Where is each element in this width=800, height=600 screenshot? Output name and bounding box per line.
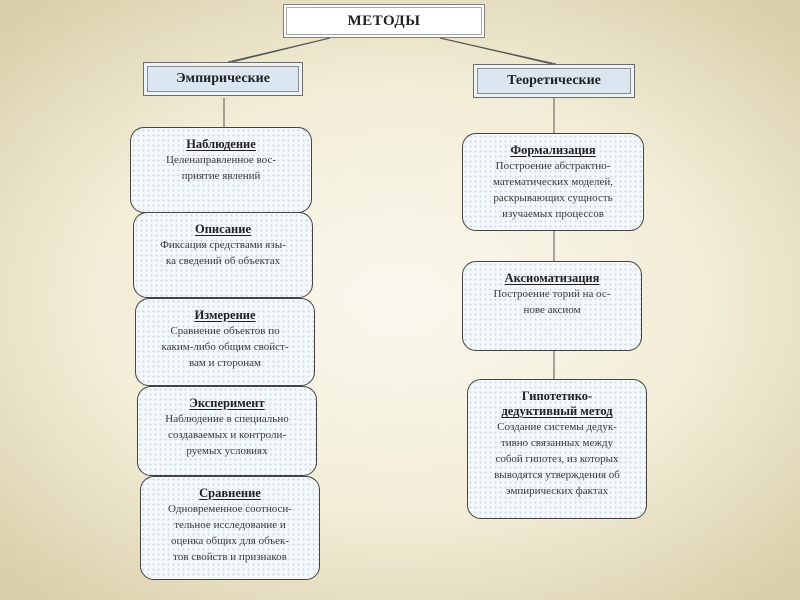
method-desc-line: каким-либо общим свойст- xyxy=(161,341,289,353)
method-title: Формализация xyxy=(510,143,596,157)
method-title: Описание xyxy=(194,222,252,236)
connector-title-theoretical-2 xyxy=(440,38,556,64)
method-desc-line: Сравнение объектов по xyxy=(170,325,280,337)
method-desc-line: эмпирических фактах xyxy=(505,485,609,497)
method-desc-line: приятие явлений xyxy=(181,170,261,182)
method-desc-line: Построение абстрактно- xyxy=(495,160,611,172)
method-desc-line: нове аксиом xyxy=(523,304,581,316)
method-desc-line: Построение торий на ос- xyxy=(493,288,611,300)
method-title: Эксперимент xyxy=(189,396,265,410)
method-title-line: дедуктивный метод xyxy=(501,404,613,418)
method-title: Аксиоматизация xyxy=(504,271,600,285)
method-title: Измерение xyxy=(194,308,256,322)
method-desc-line: Целенаправленное вос- xyxy=(166,154,276,166)
method-title-line: Гипотетико- xyxy=(521,389,593,403)
method-node-hypothetico-deductive xyxy=(467,379,647,519)
method-title: Сравнение xyxy=(199,486,261,500)
method-desc-line: Одновременное соотноси- xyxy=(168,503,292,515)
method-node-comparison xyxy=(140,476,320,580)
method-desc-line: тов свойств и признаков xyxy=(173,551,287,563)
method-desc-line: создаваемых и контроли- xyxy=(167,429,287,441)
method-desc-line: Фиксация средствами язы- xyxy=(160,239,286,251)
method-desc-line: выводятся утверждения об xyxy=(494,469,620,481)
method-desc-line: вам и сторонам xyxy=(188,357,262,369)
method-desc-line: ка сведений об объектах xyxy=(165,255,281,267)
method-node-formalization xyxy=(462,133,644,231)
method-desc-line: изучаемых процессов xyxy=(502,208,604,220)
method-desc-line: математических моделей, xyxy=(492,176,614,188)
method-node-observation xyxy=(130,127,312,213)
method-node-experiment xyxy=(137,386,317,476)
method-desc-line: собой гипотез, из которых xyxy=(495,453,619,465)
method-node-axiomatization xyxy=(462,261,642,351)
diagram-title: МЕТОДЫ xyxy=(283,4,485,38)
method-node-measurement xyxy=(135,298,315,386)
method-desc-line: руемых условиях xyxy=(186,445,268,457)
method-node-description xyxy=(133,212,313,298)
method-desc-line: оценка общих для объек- xyxy=(171,535,289,547)
method-desc-line: раскрывающих сущность xyxy=(493,192,613,204)
method-desc-line: Наблюдение в специально xyxy=(165,413,289,425)
method-desc-line: Создание системы дедук- xyxy=(497,421,617,433)
category-empirical: Эмпирические xyxy=(143,62,303,96)
category-theoretical: Теоретические xyxy=(473,64,635,98)
method-desc-line: тельное исследование и xyxy=(174,519,286,531)
connector-title-empirical-2 xyxy=(232,38,330,62)
method-title: Наблюдение xyxy=(186,137,256,151)
method-desc-line: тивно связанных между xyxy=(500,437,614,449)
